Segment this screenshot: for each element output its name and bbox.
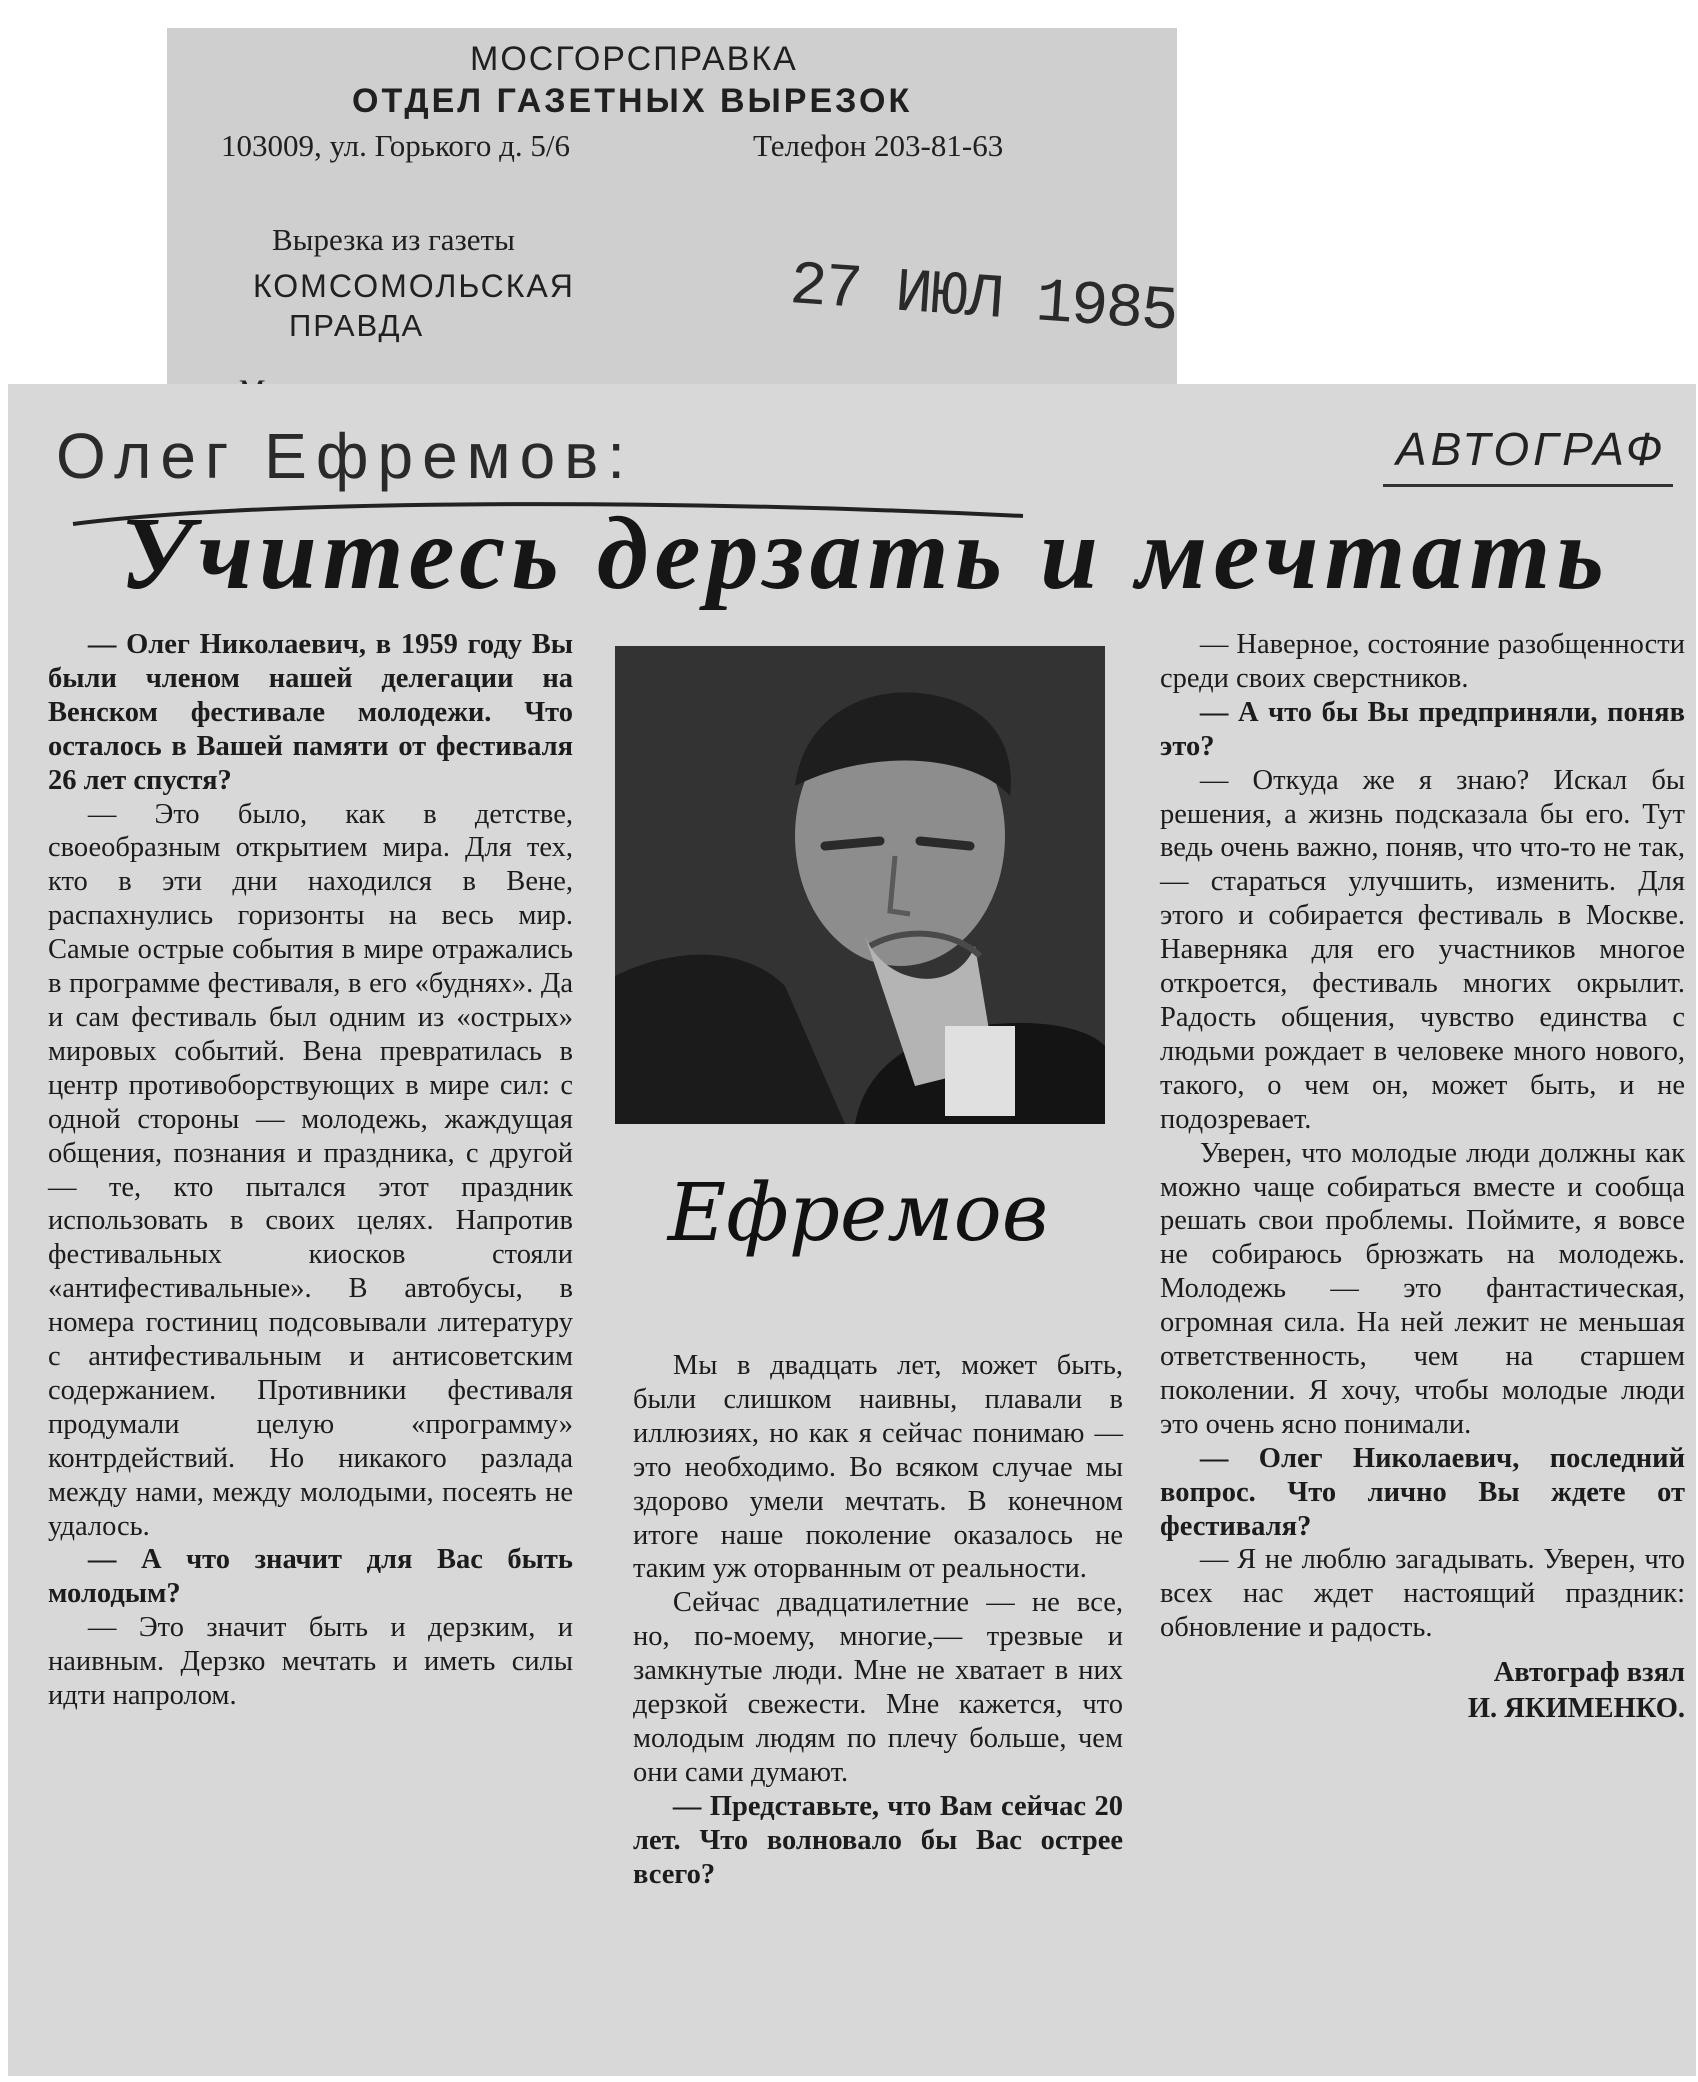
portrait-photo [615,646,1105,1124]
signature-text: Ефремов [667,1165,1049,1259]
newspaper-name-line1: КОМСОМОЛЬСКАЯ [253,268,575,304]
agency-phone: Телефон 203-81-63 [753,128,1004,163]
rubric-label: АВТОГРАФ [1396,423,1667,475]
newspaper-name-line2: ПРАВДА [289,308,425,343]
department-name: ОТДЕЛ ГАЗЕТНЫХ ВЫРЕЗОК [352,82,913,120]
clipping-service-slip [167,28,1177,413]
byline [1160,1655,1685,1727]
paragraph: Уверен, что молодые люди должны как можно чаще собираться вместе и сообща решать свои проблемы. Поймите, я вовсе не собираюсь брюзжать на молодежь. Молодежь — это фантастическая, огромная сила. На ней лежит не меньшая ответственность, чем на старшем поколении. Я хочу, чтобы молодые люди это очень ясно понимали. [1160,1137,1685,1440]
paragraph: — А что значит для Вас быть молодым? [48,1544,573,1610]
paragraph: — Наверное, состояние разобщенности среди своих сверстников. [1160,629,1685,694]
paragraph: — Я не люблю загадывать. Уверен, что всех нас ждет настоящий праздник: обновление и радость. [1160,1544,1685,1644]
newspaper-clipping [8,384,1696,2076]
interviewee-name: Олег Ефремов: [56,420,635,492]
byline-line1: Автограф взял [1493,1657,1685,1689]
article-column-1 [48,628,573,1713]
paragraph: — Олег Николаевич, в 1959 году Вы были членом нашей делегации на Венском фестивале молодежи. Что осталось в Вашей памяти от фестиваля 26 лет спустя? [48,629,573,796]
rubric-underline [1383,484,1673,487]
article-title: Учитесь дерзать и мечтать [120,496,1610,611]
paragraph: — А что бы Вы предприняли, поняв это? [1160,696,1685,762]
paragraph: — Откуда же я знаю? Искал бы решения, а жизнь подсказала бы его. Тут ведь очень важно, поняв, что что-то не так,— стараться улучшить, изменить. Для этого и собирается фестиваль в Москве. Наверняка для его участников многое откроется, фестиваль многих окрылит. Радость общения, чувство единства с людьми рождает в человеке много нового, такого, о чем он, может быть, и не подозревает. [1160,764,1685,1135]
agency-name: МОСГОРСПРАВКА [470,40,798,78]
autograph-signature [623,1142,1093,1282]
agency-address: 103009, ул. Горького д. 5/6 [221,128,571,163]
article-column-3 [1160,628,1685,1727]
paragraph: Мы в двадцать лет, может быть, были слишком наивны, плавали в иллюзиях, но как я сейчас понимаю — это необходимо. Во всяком случае мы здорово умели мечтать. В конечном итоге наше поколение оказалось не таким уж оторванным от реальности. [633,1350,1123,1585]
portrait-illustration [615,646,1105,1124]
paragraph: — Это значит быть и дерзким, и наивным. Дерзко мечтать и иметь силы идти напролом. [48,1612,573,1712]
date-stamp: 27 ИЮЛ 1985 [787,250,1179,348]
paragraph: — Представьте, что Вам сейчас 20 лет. Что волновало бы Вас острее всего? [633,1790,1123,1890]
byline-author: И. ЯКИМЕНКО. [1467,1693,1685,1725]
paragraph: Сейчас двадцатилетние — не все, но, по-моему, многие,— трезвые и замкнутые люди. Мне не хватает в них дерзкой свежести. Мне кажется, что молодым людям по плечу больше, чем они сами думают. [633,1587,1123,1788]
paragraph: — Олег Николаевич, последний вопрос. Что лично Вы ждете от фестиваля? [1160,1442,1685,1542]
paragraph: — Это было, как в детстве, своеобразным открытием мира. Для тех, кто в эти дни находился в Вене, распахнулись горизонты на весь мир. Самые острые события в мире отражались в программе фестиваля, в его «буднях». Да и сам фестиваль был одним из «острых» мировых событий. Вена превратилась в центр противоборствующих в мире сил: с одной стороны — молодежь, жаждущая общения, познания и праздника, с другой — те, кто пытался этот праздник использовать в своих целях. Напротив фестивальных киосков стояли «антифестивальные». В автобусы, в номера гостиниц подсовывали литературу с антифестивальным и антисоветским содержанием. Противники фестиваля продумали целую «программу» контрдействий. Но никакого разлада между нами, между молодыми, посеять не удалось. [48,798,573,1542]
article-column-2 [633,1349,1123,1892]
cutting-label: Вырезка из газеты [272,222,515,257]
